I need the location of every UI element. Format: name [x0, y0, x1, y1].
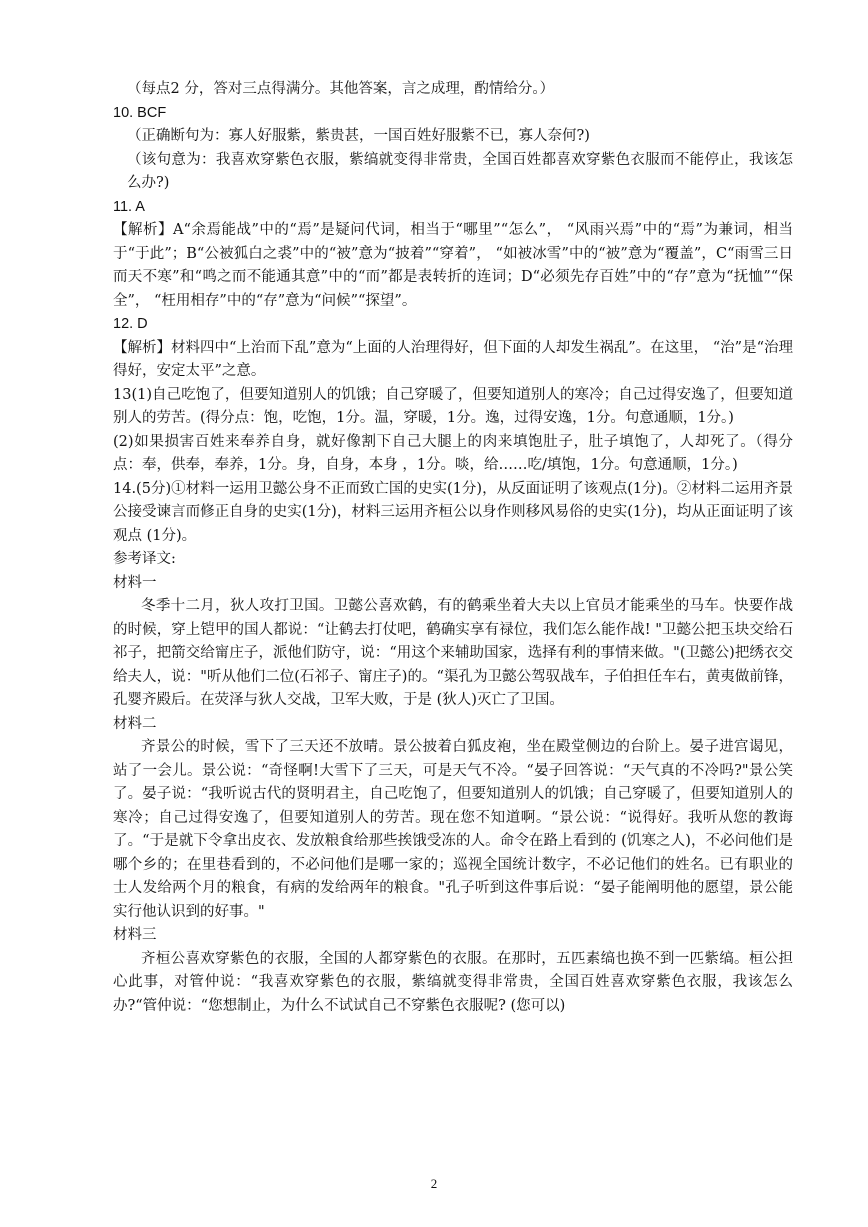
material-1-text: 冬季十二月，狄人攻打卫国。卫懿公喜欢鹤，有的鹤乘坐着大夫以上官员才能乘坐的马车。快要作战的时候，穿上铠甲的国人都说：“让鹤去打仗吧，鹤确实享有禄位，我们怎么能作战! "卫懿公把玉块交给石祁子，把箭交给甯庄子，派他们防守，说：“用这个来辅助国家，选择有利的事情来做。"(卫懿公)把绣衣交给夫人，说："听从他们二位(石祁子、甯庄子)的。“渠孔为卫懿公驾驭战车，子伯担任车右，黄夷做前锋，孔婴齐殿后。在荧泽与狄人交战，卫军大败，于是 (狄人)灭亡了卫国。 [113, 598, 793, 708]
analysis-12: 【解析】材料四中“上治而下乱”意为“上面的人治理得好，但下面的人却发生祸乱”。在这里， “治”是“治理得好，安定太平”之意。 [113, 339, 793, 379]
answer-11: 11. A [113, 198, 145, 215]
answer-14: 14.(5分)①材料一运用卫懿公身不正而致亡国的史实(1分)，从反面证明了该观点(1分)。②材料二运用齐景公接受谏言而修正自身的史实(1分)，材料三运用齐桓公以身作则移风易俗的史实(1分)，均从正面证明了该观点 (1分)。 [113, 480, 793, 544]
material-2-heading: 材料二 [113, 715, 157, 732]
page-number: 2 [430, 1176, 438, 1191]
material-1-heading: 材料一 [113, 574, 157, 591]
punctuation-note: （正确断句为：寡人好服紫，紫贵甚，一国百姓好服紫不已，寡人奈何?) [127, 128, 590, 144]
answer-13-1: 13(1)自己吃饱了，但要知道别人的饥饿；自己穿暖了，但要知道别人的寒冷；自己过得安逸了，但要知道别人的劳苦。(得分点：饱，吃饱，1分。温，穿暖，1分。逸，过得安逸，1分。句意通顺，1分。) [113, 386, 793, 426]
scoring-note: （每点2 分，答对三点得满分。其他答案，言之成理，酌情给分。） [127, 81, 555, 97]
answer-13-2: (2)如果损害百姓来奉养自身，就好像割下自己大腿上的肉来填饱肚子，肚子填饱了，人却死了。（得分点：奉，供奉，奉养，1分。身，自身，本身 ，1分。啖，给……吃/填饱，1分。句意通顺，1分。) [113, 433, 793, 473]
answer-12: 12. D [113, 316, 148, 332]
material-3-text: 齐桓公喜欢穿紫色的衣服，全国的人都穿紫色的衣服。在那时，五匹素缟也换不到一匹紫缟。桓公担心此事，对管仲说：“我喜欢穿紫色的衣服，紫缟就变得非常贵，全国百姓喜欢穿紫色衣服，我该怎么办?“管仲说：“您想制止，为什么不试试自己不穿紫色衣服呢? (您可以) [113, 950, 793, 1014]
answer-10: 10. BCF [113, 104, 167, 121]
translation-heading: 参考译文: [113, 551, 176, 567]
material-3-heading: 材料三 [113, 927, 157, 943]
meaning-note: （该句意为：我喜欢穿紫色衣服，紫缟就变得非常贵，全国百姓都喜欢穿紫色衣服而不能停止，我该怎么办?) [127, 151, 793, 191]
material-2-text: 齐景公的时候，雪下了三天还不放晴。景公披着白狐皮袍，坐在殿堂侧边的台阶上。晏子进宫谒见，站了一会儿。景公说：“奇怪啊!大雪下了三天，可是天气不冷。“晏子回答说：“天气真的不冷吗?"景公笑了。晏子说：“我听说古代的贤明君主，自己吃饱了，但要知道别人的饥饿；自己穿暖了，但要知道别人的寒冷；自己过得安逸了，但要知道别人的劳苦。现在您不知道啊。“景公说：“说得好。我听从您的教诲了。“于是就下令拿出皮衣、发放粮食给那些挨饿受冻的人。命令在路上看到的 (饥寒之人)，不必问他们是哪个乡的；在里巷看到的，不必问他们是哪一家的；巡视全国统计数字，不必记他们的姓名。已有职业的士人发给两个月的粮食，有病的发给两年的粮食。"孔子听到这件事后说：“晏子能阐明他的愿望，景公能实行他认识到的好事。" [113, 739, 793, 920]
analysis-11: 【解析】A“余焉能战”中的“焉”是疑问代词，相当于“哪里”“怎么”， “风雨兴焉”中的“焉”为兼词，相当于“于此”；B“公被狐白之裘”中的“被”意为“披着”“穿着”， “如被冰雪”中的“被”意为“覆盖”，C“雨雪三日而天不寒”和“鸣之而不能通其意”中的“而”都是表转折的连词；D“必须先存百姓”中的“存”意为“抚恤”“保全”， “枉用相存”中的“存”意为“问候”“探望”。 [113, 222, 793, 309]
document-body [113, 78, 793, 1018]
